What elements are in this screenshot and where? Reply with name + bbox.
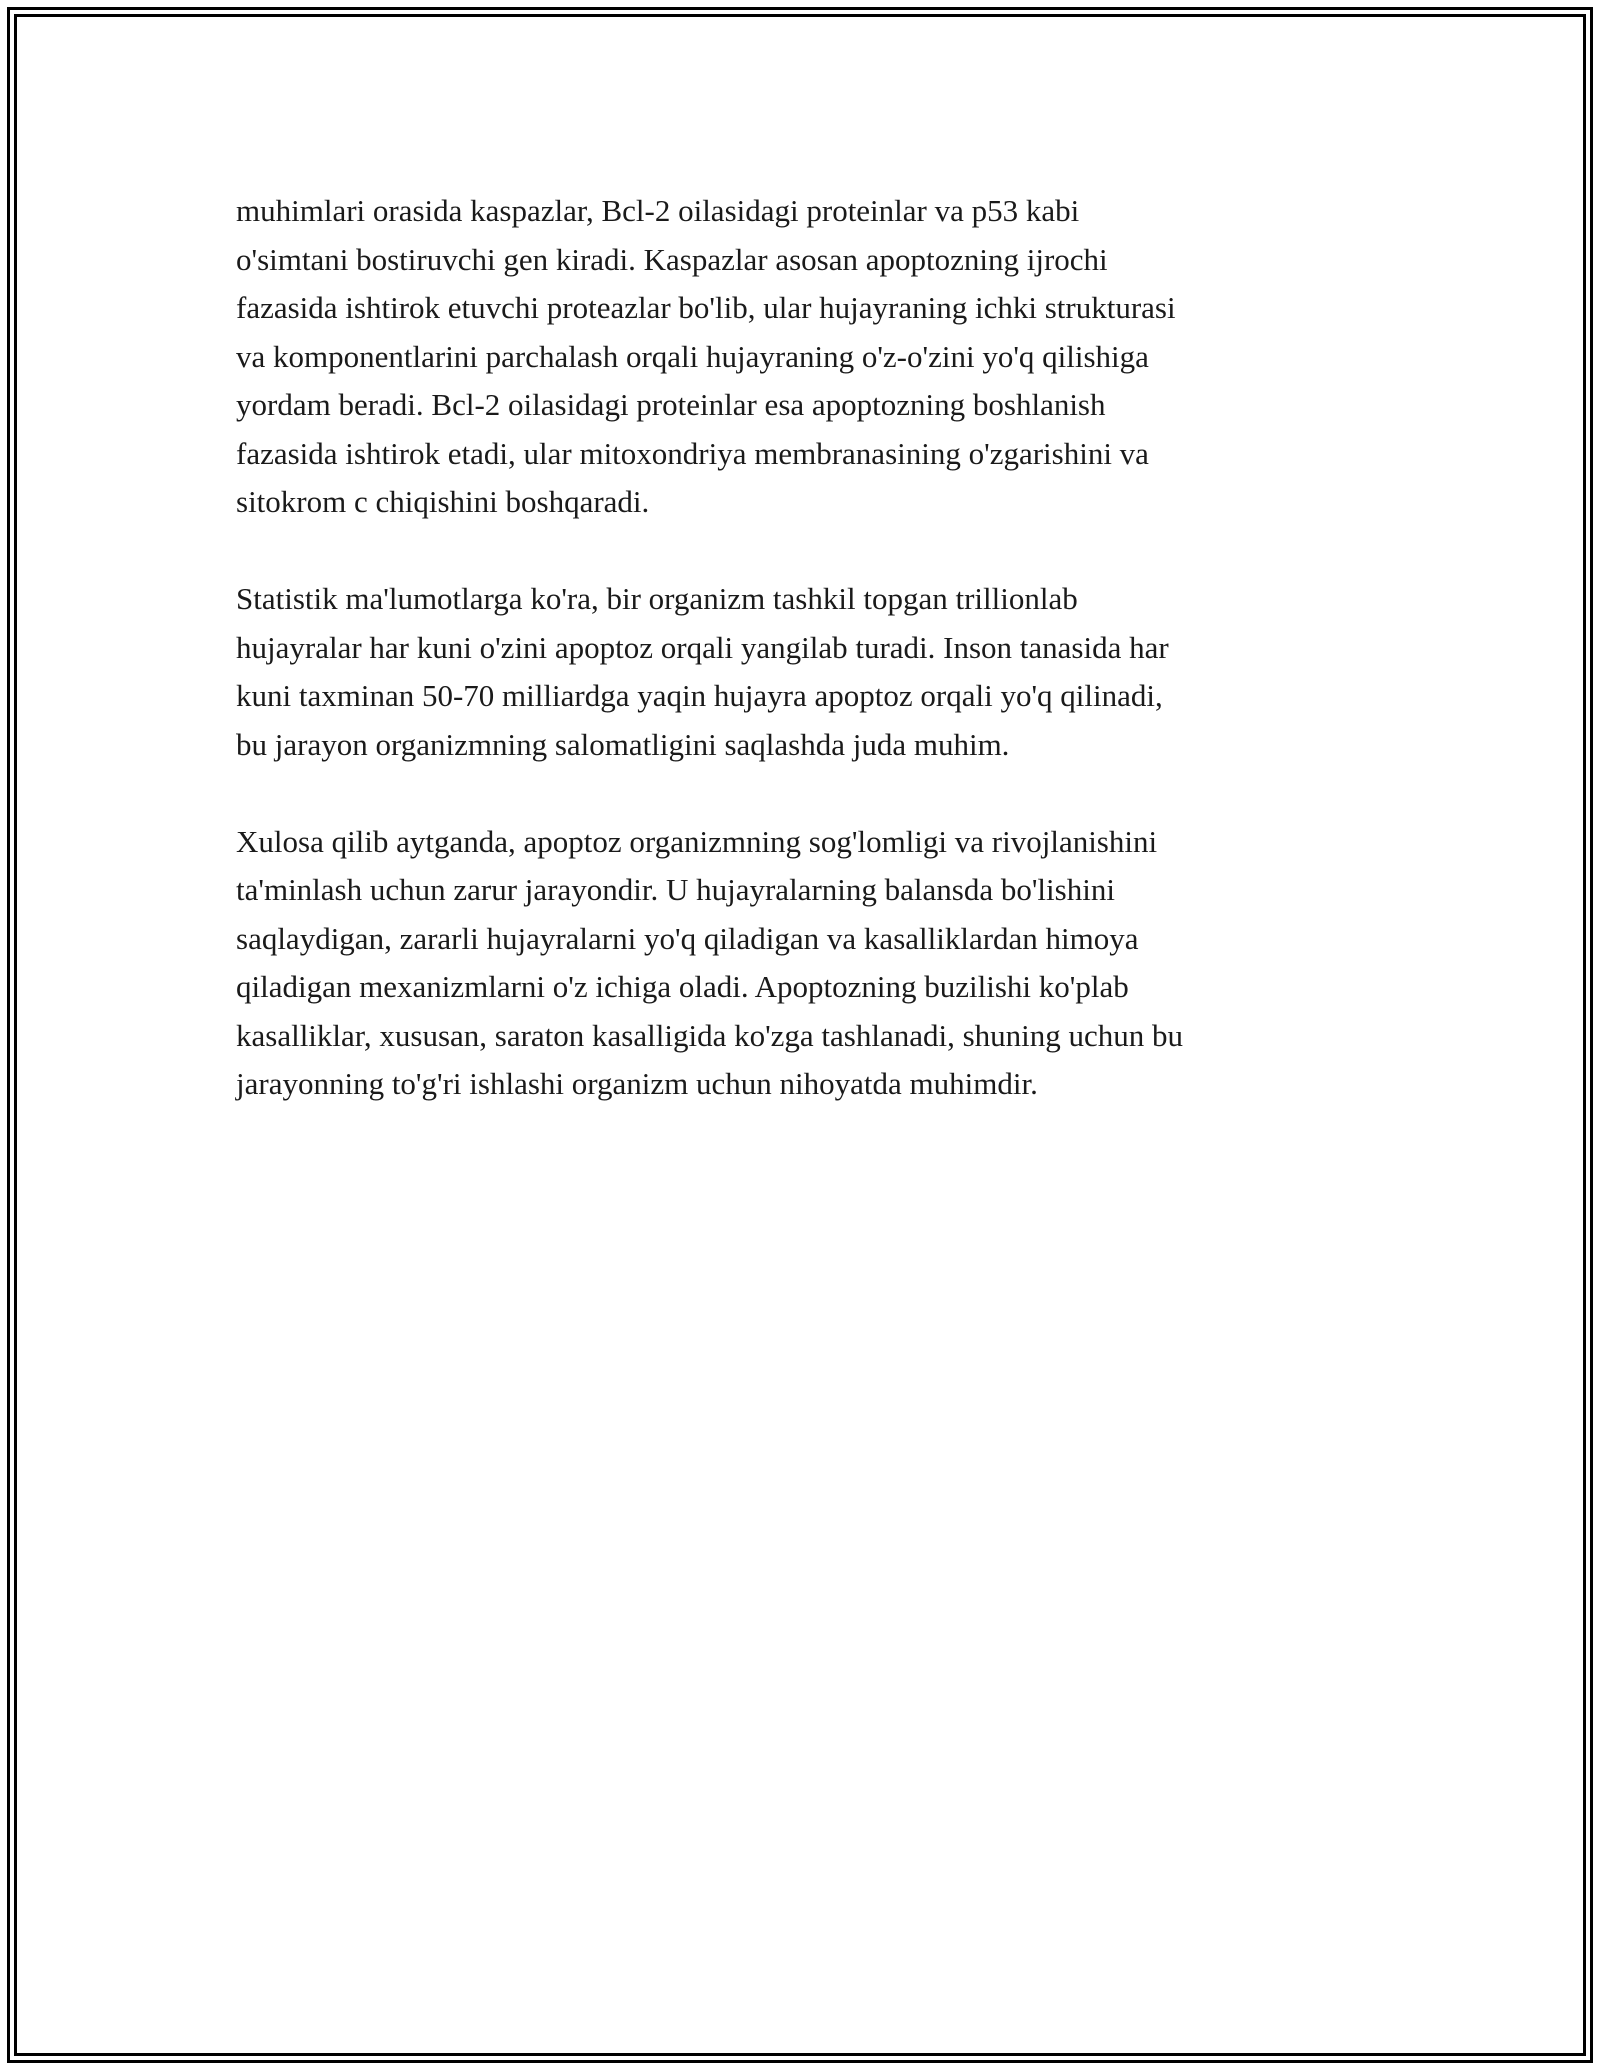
text-line: fazasida ishtirok etuvchi proteazlar bo'lib, ular hujayraning ichki strukturasi — [236, 290, 1176, 325]
text-line: kasalliklar, xususan, saraton kasalligida ko'zga tashlanadi, shuning uchun bu — [236, 1017, 1184, 1053]
document-body — [236, 187, 1366, 1109]
text-line: bu jarayon organizmning salomatligini saqlashda juda muhim. — [236, 726, 1010, 762]
paragraph-conclusion — [236, 818, 1366, 1109]
text-line: muhimlari orasida kaspazlar, Bcl-2 oilasidagi proteinlar va p53 kabi — [236, 193, 1080, 228]
text-line: saqlaydigan, zararli hujayralarni yo'q qiladigan va kasalliklardan himoya — [236, 920, 1139, 956]
text-line: hujayralar har kuni o'zini apoptoz orqali yangilab turadi. Inson tanasida har — [236, 629, 1169, 665]
text-line: jarayonning to'g'ri ishlashi organizm uchun nihoyatda muhimdir. — [236, 1066, 1038, 1101]
text-line: Statistik ma'lumotlarga ko'ra, bir organizm tashkil topgan trillionlab — [236, 581, 1078, 616]
text-line: sitokrom c chiqishini boshqaradi. — [236, 484, 650, 519]
text-line: qiladigan mexanizmlarni o'z ichiga oladi. Apoptozning buzilishi ko'plab — [236, 969, 1129, 1004]
text-line: o'simtani bostiruvchi gen kiradi. Kaspazlar asosan apoptozning ijrochi — [236, 241, 1108, 277]
paragraph-caspases — [236, 187, 1366, 527]
paragraph-statistics — [236, 575, 1366, 769]
text-line: yordam beradi. Bcl-2 oilasidagi proteinlar esa apoptozning boshlanish — [236, 387, 1106, 422]
text-line: va komponentlarini parchalash orqali hujayraning o'z-o'zini yo'q qilishiga — [236, 338, 1149, 374]
text-line: kuni taxminan 50-70 milliardga yaqin hujayra apoptoz orqali yo'q qilinadi, — [236, 678, 1163, 713]
text-line: ta'minlash uchun zarur jarayondir. U hujayralarning balansda bo'lishini — [236, 872, 1115, 907]
text-line: Xulosa qilib aytganda, apoptoz organizmning sog'lomligi va rivojlanishini — [236, 823, 1158, 859]
text-line: fazasida ishtirok etadi, ular mitoxondriya membranasining o'zgarishini va — [236, 435, 1149, 471]
